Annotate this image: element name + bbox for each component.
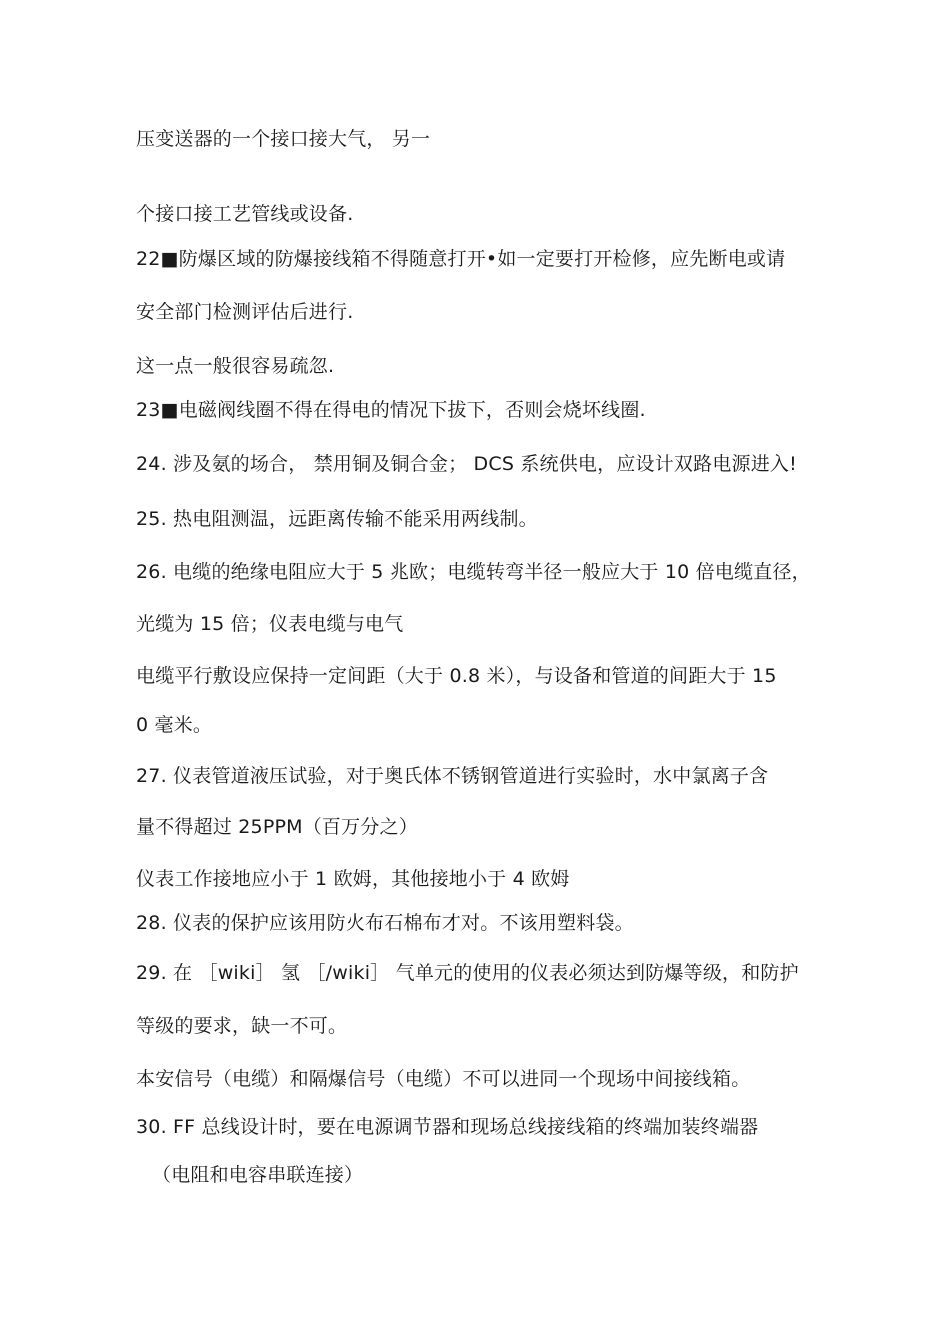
text-line: 安全部门检测评估后进行. xyxy=(136,301,354,323)
text-line: 等级的要求，缺一不可。 xyxy=(136,1015,348,1037)
text-line: 压变送器的一个接口接大气， 另一 xyxy=(136,128,431,150)
text-line: 仪表工作接地应小于 1 欧姆，其他接地小于 4 欧姆 xyxy=(136,868,570,890)
text-line: 27. 仪表管道液压试验，对于奥氏体不锈钢管道进行实验时，水中氯离子含 xyxy=(136,765,769,787)
text-line: 光缆为 15 倍；仪表电缆与电气 xyxy=(136,613,404,635)
text-line: 个接口接工艺管线或设备. xyxy=(136,203,354,225)
text-line: 30. FF 总线设计时，要在电源调节器和现场总线接线箱的终端加装终端器 xyxy=(136,1116,759,1138)
text-line: 0 毫米。 xyxy=(136,714,213,736)
text-line: 22■防爆区域的防爆接线箱不得随意打开•如一定要打开检修，应先断电或请 xyxy=(136,248,786,270)
text-line: 量不得超过 25PPM（百万分之） xyxy=(136,816,418,838)
text-line: 26. 电缆的绝缘电阻应大于 5 兆欧；电缆转弯半径一般应大于 10 倍电缆直径， xyxy=(136,561,811,583)
text-line: 25. 热电阻测温，远距离传输不能采用两线制。 xyxy=(136,508,538,530)
text-line: 本安信号（电缆）和隔爆信号（电缆）不可以进同一个现场中间接线箱。 xyxy=(136,1068,751,1090)
text-line: 24. 涉及氨的场合， 禁用铜及铜合金； DCS 系统供电，应设计双路电源进入! xyxy=(136,453,797,475)
text-line: （电阻和电容串联连接） xyxy=(152,1164,364,1186)
text-line: 29. 在 ［wiki］ 氢 ［/wiki］ 气单元的使用的仪表必须达到防爆等级，和防护 xyxy=(136,962,799,984)
text-line: 23■电磁阀线圈不得在得电的情况下拔下，否则会烧坏线圈. xyxy=(136,399,646,421)
text-line: 这一点一般很容易疏忽. xyxy=(136,355,335,377)
text-line: 电缆平行敷设应保持一定间距（大于 0.8 米），与设备和管道的间距大于 15 xyxy=(136,665,777,687)
text-line: 28. 仪表的保护应该用防火布石棉布才对。不该用塑料袋。 xyxy=(136,912,634,934)
